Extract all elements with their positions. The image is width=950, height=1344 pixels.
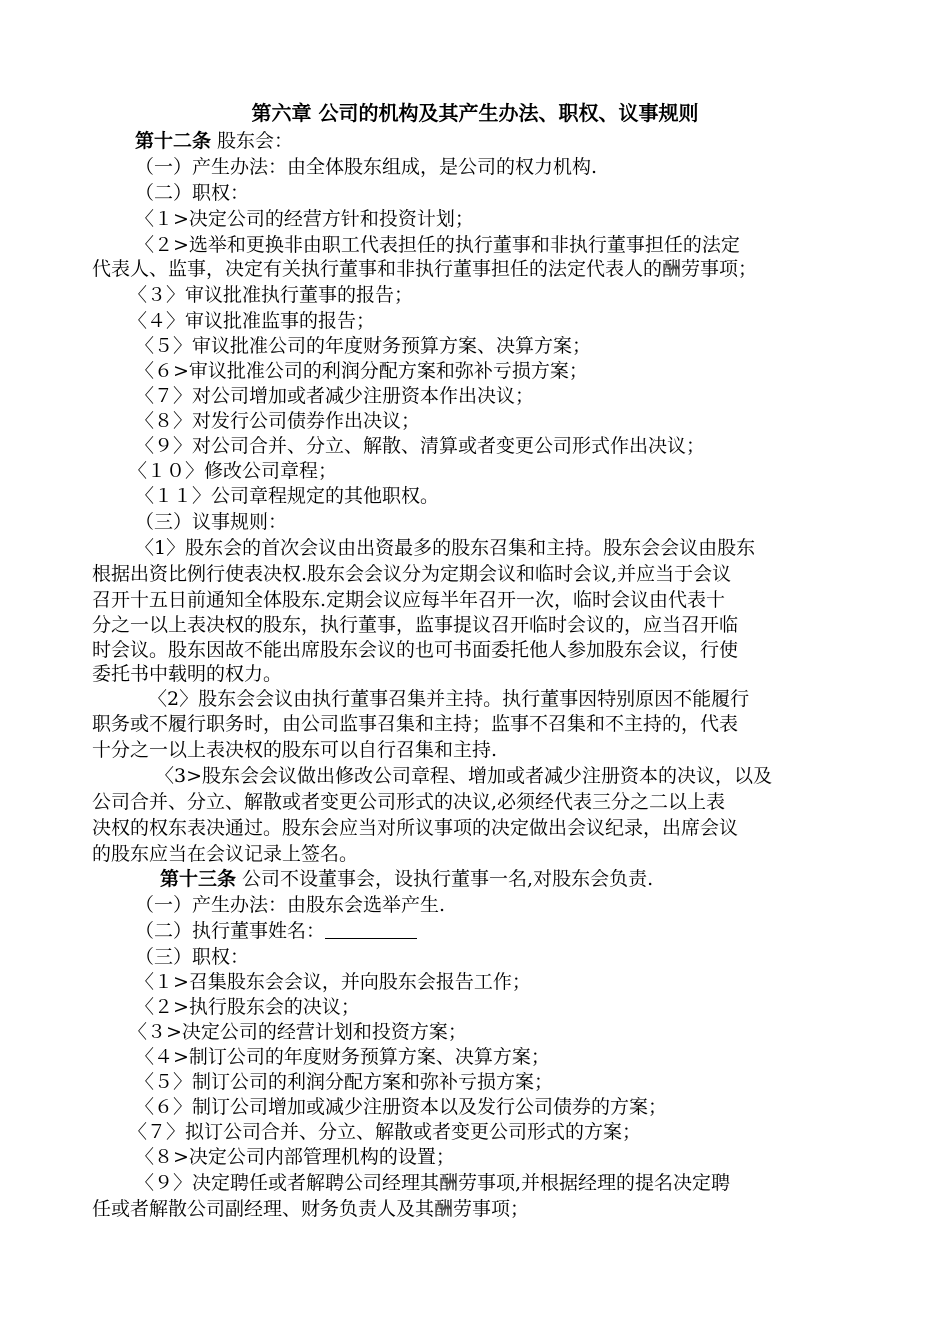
director-name-blank bbox=[325, 920, 417, 939]
art12-power-2a: 〈２>选举和更换非由职工代表担任的执行董事和非执行董事担任的法定 bbox=[135, 234, 740, 256]
art13-power-8: 〈８>决定公司内部管理机构的设置； bbox=[135, 1146, 455, 1168]
article-13-heading-text: 公司不设董事会，设执行董事一名,对股东会负责. bbox=[236, 868, 654, 890]
article-12-heading-line bbox=[135, 128, 293, 154]
art13-power-1: 〈１>召集股东会会议，并向股东会报告工作； bbox=[135, 971, 531, 993]
art13-section-1: （一）产生办法：由股东会选举产生. bbox=[135, 894, 446, 916]
art12-rule-3b: 公司合并、分立、解散或者变更公司形式的决议,必须经代表三分之二以上表 bbox=[92, 791, 726, 813]
art12-rule-3a: 〈3>股东会会议做出修改公司章程、增加或者减少注册资本的决议，以及 bbox=[155, 765, 773, 787]
art13-power-5: 〈５〉制订公司的利润分配方案和弥补亏损方案； bbox=[135, 1071, 554, 1093]
art13-power-3: 〈３>决定公司的经营计划和投资方案； bbox=[128, 1021, 467, 1043]
art12-rule-2a: 〈2〉股东会会议由执行董事召集并主持。执行董事因特别原因不能履行 bbox=[148, 688, 750, 710]
art12-rule-1a: 〈1〉股东会的首次会议由出资最多的股东召集和主持。股东会会议由股东 bbox=[135, 537, 756, 559]
art13-section-2: （二）执行董事姓名： bbox=[135, 920, 326, 942]
art12-section-1: （一）产生办法：由全体股东组成，是公司的权力机构. bbox=[135, 156, 598, 178]
art12-rule-1d: 分之一以上表决权的股东，执行董事，监事提议召开临时会议的，应当召开临 bbox=[92, 614, 739, 636]
art12-power-2b: 代表人、监事，决定有关执行董事和非执行董事担任的法定代表人的酬劳事项； bbox=[92, 258, 758, 280]
art12-rule-3d: 的股东应当在会议记录上签名。 bbox=[92, 843, 359, 865]
art12-power-11: 〈１１〉公司章程规定的其他职权。 bbox=[135, 485, 440, 507]
art12-rule-1f: 委托书中载明的权力。 bbox=[92, 663, 283, 685]
art13-power-9a: 〈９〉决定聘任或者解聘公司经理其酬劳事项,并根据经理的提名决定聘 bbox=[135, 1172, 731, 1194]
art12-power-1: 〈１>决定公司的经营方针和投资计划； bbox=[135, 208, 474, 230]
art12-power-10: 〈１０〉修改公司章程； bbox=[128, 460, 338, 482]
art12-power-4: 〈４〉审议批准监事的报告； bbox=[128, 310, 376, 332]
art13-power-4: 〈４>制订公司的年度财务预算方案、决算方案； bbox=[135, 1046, 550, 1068]
art12-section-2: （二）职权： bbox=[135, 182, 250, 204]
art12-rule-1e: 时会议。股东因故不能出席股东会议的也可书面委托他人参加股东会议，行使 bbox=[92, 639, 739, 661]
art12-rule-3c: 决权的权东表决通过。股东会应当对所议事项的决定做出会议纪录，出席会议 bbox=[92, 817, 739, 839]
art12-rule-2c: 十分之一以上表决权的股东可以自行召集和主持. bbox=[92, 739, 498, 761]
art12-rule-1b: 根据出资比例行使表决权.股东会会议分为定期会议和临时会议,并应当于会议 bbox=[92, 563, 732, 585]
art12-power-6: 〈６>审议批准公司的利润分配方案和弥补亏损方案； bbox=[135, 360, 588, 382]
art13-power-9b: 任或者解散公司副经理、财务负责人及其酬劳事项； bbox=[92, 1198, 530, 1220]
article-12-heading-text: 股东会： bbox=[211, 130, 294, 152]
art12-section-3: （三）议事规则： bbox=[135, 511, 288, 533]
article-13-heading-line bbox=[160, 866, 653, 892]
art13-power-6: 〈６〉制订公司增加或减少注册资本以及发行公司债券的方案； bbox=[135, 1096, 668, 1118]
art12-rule-1c: 召开十五日前通知全体股东.定期会议应每半年召开一次，临时会议由代表十 bbox=[92, 589, 726, 611]
art12-power-3: 〈３〉审议批准执行董事的报告； bbox=[128, 284, 414, 306]
chapter-title: 第六章 公司的机构及其产生办法、职权、议事规则 bbox=[251, 101, 699, 125]
art12-power-8: 〈８〉对发行公司债券作出决议； bbox=[135, 410, 421, 432]
art12-power-9: 〈９〉对公司合并、分立、解散、清算或者变更公司形式作出决议； bbox=[135, 435, 706, 457]
art13-power-2: 〈２>执行股东会的决议； bbox=[135, 996, 360, 1018]
art13-section-3: （三）职权： bbox=[135, 946, 250, 968]
art12-power-5: 〈５〉审议批准公司的年度财务预算方案、决算方案； bbox=[135, 335, 592, 357]
article-12-heading: 第十二条 bbox=[135, 130, 212, 152]
article-13-heading: 第十三条 bbox=[160, 868, 237, 890]
art12-rule-2b: 职务或不履行职务时，由公司监事召集和主持；监事不召集和不主持的，代表 bbox=[92, 713, 739, 735]
art12-power-7: 〈７〉对公司增加或者减少注册资本作出决议； bbox=[135, 385, 535, 407]
art13-section-2-line bbox=[135, 918, 417, 944]
art13-power-7: 〈７〉拟订公司合并、分立、解散或者变更公司形式的方案； bbox=[128, 1121, 642, 1143]
